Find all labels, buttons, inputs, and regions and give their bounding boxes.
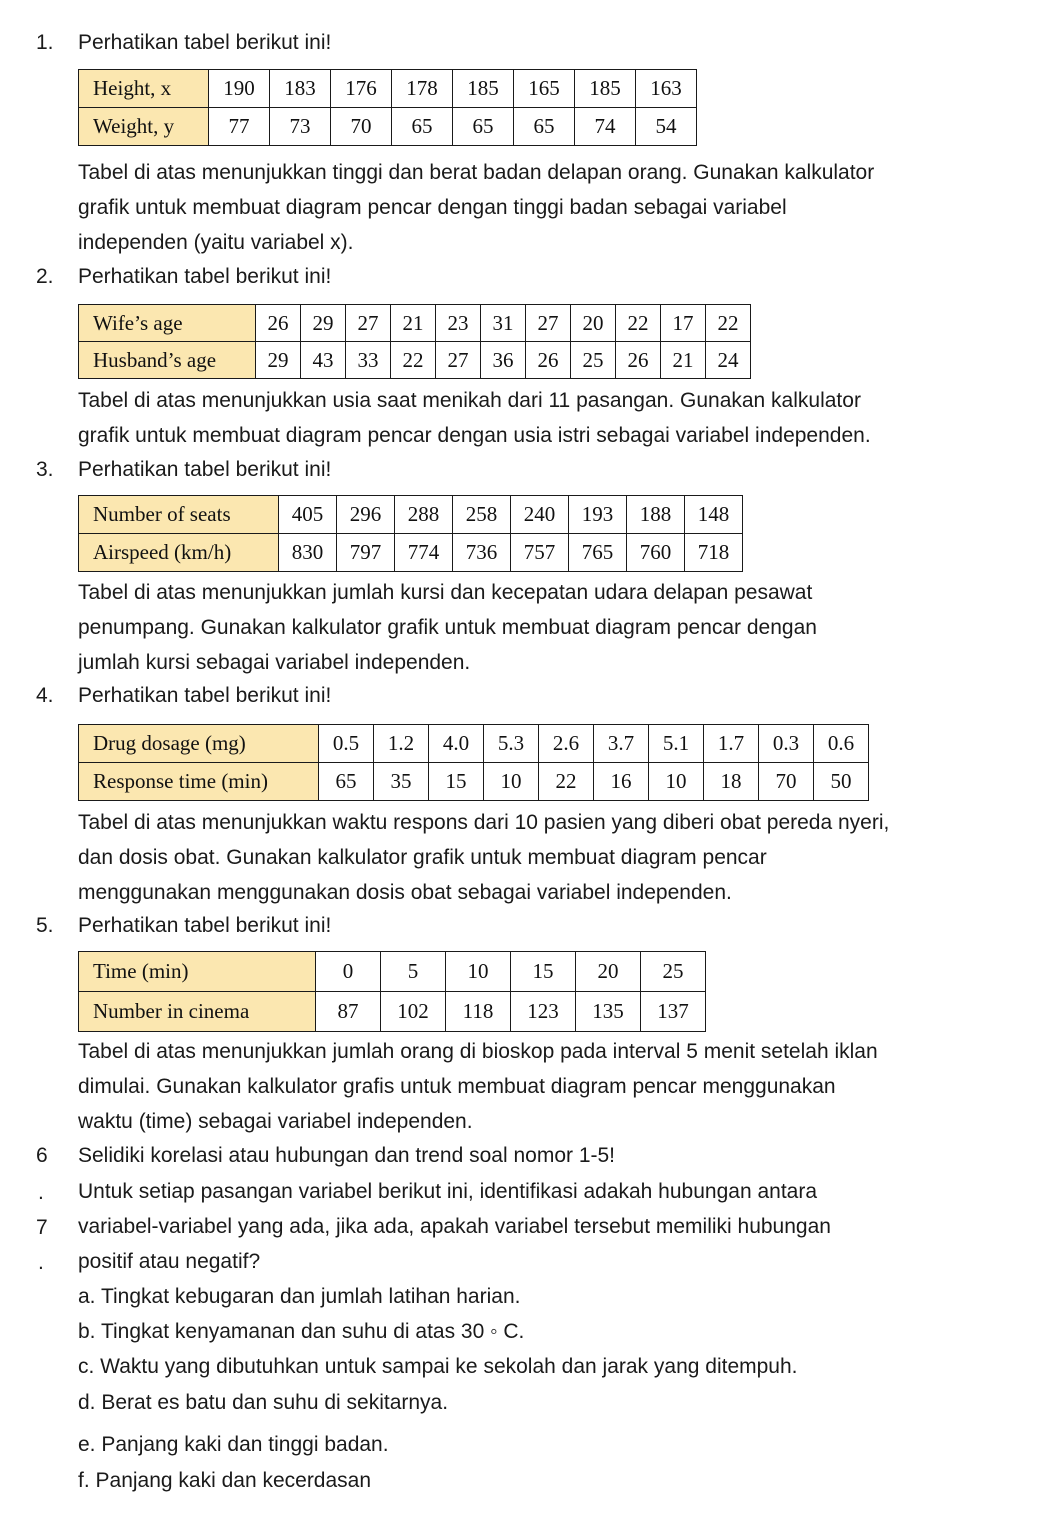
q2-cell: 26 — [256, 305, 301, 342]
q3-cell: 405 — [279, 496, 337, 534]
q7-line: variabel-variabel yang ada, jika ada, apakah variabel tersebut memiliki hubungan — [78, 1215, 831, 1238]
q2-cell: 22 — [391, 342, 436, 379]
q5-cell: 0 — [316, 952, 381, 992]
q4-number: 4. — [36, 684, 54, 707]
q4-cell: 5.1 — [649, 725, 704, 763]
q5-cell: 20 — [576, 952, 641, 992]
q1-title: Perhatikan tabel berikut ini! — [78, 31, 332, 54]
q1-cell: 190 — [209, 70, 270, 108]
q3-cell: 760 — [627, 534, 685, 572]
q4-cell: 1.7 — [704, 725, 759, 763]
q2-cell: 24 — [706, 342, 751, 379]
q4-cell: 16 — [594, 763, 649, 801]
q3-cell: 296 — [337, 496, 395, 534]
q2-table — [78, 304, 751, 379]
q1-table-row-weight — [79, 108, 697, 146]
q5-line: dimulai. Gunakan kalkulator grafis untuk membuat diagram pencar menggunakan — [78, 1075, 836, 1098]
q2-cell: 29 — [301, 305, 346, 342]
q2-cell: 27 — [526, 305, 571, 342]
q5-number: 5. — [36, 914, 54, 937]
q1-cell: 185 — [453, 70, 514, 108]
q7-item-d: d. Berat es batu dan suhu di sekitarnya. — [78, 1391, 449, 1414]
q4-cell: 4.0 — [429, 725, 484, 763]
q3-cell: 757 — [511, 534, 569, 572]
q7-dot-bottom: . — [38, 1251, 44, 1274]
q3-cell: 736 — [453, 534, 511, 572]
q4-cell: 15 — [429, 763, 484, 801]
q3-cell: 797 — [337, 534, 395, 572]
q3-cell: 148 — [685, 496, 743, 534]
q2-cell: 29 — [256, 342, 301, 379]
q4-table — [78, 724, 869, 801]
q4-line: menggunakan menggunakan dosis obat sebagai variabel independen. — [78, 881, 732, 904]
q4-table-row-response — [79, 763, 869, 801]
q4-cell: 35 — [374, 763, 429, 801]
q3-cell: 765 — [569, 534, 627, 572]
q1-row2-label: Weight, y — [79, 108, 209, 146]
q5-table — [78, 951, 706, 1032]
q2-row1-label: Wife’s age — [79, 305, 256, 342]
q5-cell: 123 — [511, 992, 576, 1032]
q2-cell: 27 — [436, 342, 481, 379]
q6-text: Selidiki korelasi atau hubungan dan trend soal nomor 1-5! — [78, 1144, 616, 1167]
q4-cell: 18 — [704, 763, 759, 801]
q4-row2-label: Response time (min) — [79, 763, 319, 801]
q1-line: independen (yaitu variabel x). — [78, 231, 354, 254]
q1-cell: 65 — [392, 108, 453, 146]
q1-cell: 74 — [575, 108, 636, 146]
q4-cell: 0.6 — [814, 725, 869, 763]
q1-table — [78, 69, 697, 146]
q1-cell: 54 — [636, 108, 697, 146]
q5-line: Tabel di atas menunjukkan jumlah orang di bioskop pada interval 5 menit setelah iklan — [78, 1040, 878, 1063]
q4-cell: 1.2 — [374, 725, 429, 763]
q1-line: grafik untuk membuat diagram pencar dengan tinggi badan sebagai variabel — [78, 196, 787, 219]
q2-cell: 20 — [571, 305, 616, 342]
q2-table-row-husband — [79, 342, 751, 379]
q5-cell: 102 — [381, 992, 446, 1032]
q3-line: jumlah kursi sebagai variabel independen. — [78, 651, 471, 674]
q4-title: Perhatikan tabel berikut ini! — [78, 684, 332, 707]
q1-cell: 185 — [575, 70, 636, 108]
q4-description — [78, 805, 1038, 910]
q7-item-e: e. Panjang kaki dan tinggi badan. — [78, 1433, 389, 1456]
q4-cell: 10 — [484, 763, 539, 801]
q5-description — [78, 1034, 1038, 1139]
q5-cell: 137 — [641, 992, 706, 1032]
q5-row2-label: Number in cinema — [79, 992, 316, 1032]
q1-cell: 163 — [636, 70, 697, 108]
q7-number: 7 — [36, 1216, 48, 1239]
q4-cell: 0.5 — [319, 725, 374, 763]
q4-line: dan dosis obat. Gunakan kalkulator grafik untuk membuat diagram pencar — [78, 846, 767, 869]
q3-cell: 240 — [511, 496, 569, 534]
q3-description — [78, 575, 1038, 680]
q2-row2-label: Husband’s age — [79, 342, 256, 379]
q5-row1-label: Time (min) — [79, 952, 316, 992]
q4-cell: 22 — [539, 763, 594, 801]
q1-cell: 176 — [331, 70, 392, 108]
q5-table-row-time — [79, 952, 706, 992]
q5-cell: 10 — [446, 952, 511, 992]
q4-cell: 5.3 — [484, 725, 539, 763]
q4-cell: 65 — [319, 763, 374, 801]
q7-line: Untuk setiap pasangan variabel berikut ini, identifikasi adakah hubungan antara — [78, 1180, 817, 1203]
q5-line: waktu (time) sebagai variabel independen. — [78, 1110, 473, 1133]
q1-cell: 178 — [392, 70, 453, 108]
q1-table-row-height — [79, 70, 697, 108]
q1-row1-label: Height, x — [79, 70, 209, 108]
q4-cell: 10 — [649, 763, 704, 801]
q1-description — [78, 155, 1038, 260]
q2-number: 2. — [36, 265, 54, 288]
q2-cell: 17 — [661, 305, 706, 342]
q3-table-row-airspeed — [79, 534, 743, 572]
q1-cell: 183 — [270, 70, 331, 108]
q2-line: Tabel di atas menunjukkan usia saat menikah dari 11 pasangan. Gunakan kalkulator — [78, 389, 861, 412]
q2-cell: 26 — [526, 342, 571, 379]
q6-number: 6 — [36, 1144, 48, 1167]
q3-cell: 830 — [279, 534, 337, 572]
q5-cell: 25 — [641, 952, 706, 992]
q5-cell: 135 — [576, 992, 641, 1032]
q2-cell: 25 — [571, 342, 616, 379]
q2-line: grafik untuk membuat diagram pencar dengan usia istri sebagai variabel independen. — [78, 424, 871, 447]
q5-cell: 118 — [446, 992, 511, 1032]
q3-cell: 258 — [453, 496, 511, 534]
q3-line: penumpang. Gunakan kalkulator grafik untuk membuat diagram pencar dengan — [78, 616, 817, 639]
q2-cell: 31 — [481, 305, 526, 342]
q1-cell: 165 — [514, 70, 575, 108]
q7-dot-top: . — [38, 1181, 44, 1204]
q2-cell: 36 — [481, 342, 526, 379]
q2-cell: 22 — [706, 305, 751, 342]
q5-cell: 15 — [511, 952, 576, 992]
q4-cell: 2.6 — [539, 725, 594, 763]
q4-line: Tabel di atas menunjukkan waktu respons dari 10 pasien yang diberi obat pereda nyeri, — [78, 811, 890, 834]
q4-row1-label: Drug dosage (mg) — [79, 725, 319, 763]
q4-cell: 3.7 — [594, 725, 649, 763]
q4-table-row-dosage — [79, 725, 869, 763]
q1-cell: 70 — [331, 108, 392, 146]
q7-item-b: b. Tingkat kenyamanan dan suhu di atas 30 ◦ C. — [78, 1320, 525, 1343]
q3-cell: 718 — [685, 534, 743, 572]
q7-item-a: a. Tingkat kebugaran dan jumlah latihan harian. — [78, 1285, 521, 1308]
q2-description — [78, 383, 1038, 453]
q2-title: Perhatikan tabel berikut ini! — [78, 265, 332, 288]
q5-cell: 87 — [316, 992, 381, 1032]
q7-item-f: f. Panjang kaki dan kecerdasan — [78, 1469, 372, 1492]
q5-cell: 5 — [381, 952, 446, 992]
q3-title: Perhatikan tabel berikut ini! — [78, 458, 332, 481]
q2-cell: 26 — [616, 342, 661, 379]
q3-table — [78, 495, 743, 572]
q2-cell: 23 — [436, 305, 481, 342]
q3-cell: 288 — [395, 496, 453, 534]
q3-cell: 188 — [627, 496, 685, 534]
q3-line: Tabel di atas menunjukkan jumlah kursi dan kecepatan udara delapan pesawat — [78, 581, 813, 604]
q3-number: 3. — [36, 458, 54, 481]
q1-cell: 65 — [453, 108, 514, 146]
q1-cell: 73 — [270, 108, 331, 146]
q1-line: Tabel di atas menunjukkan tinggi dan berat badan delapan orang. Gunakan kalkulator — [78, 161, 875, 184]
q2-cell: 21 — [391, 305, 436, 342]
q3-cell: 193 — [569, 496, 627, 534]
q3-cell: 774 — [395, 534, 453, 572]
q7-item-c: c. Waktu yang dibutuhkan untuk sampai ke sekolah dan jarak yang ditempuh. — [78, 1355, 798, 1378]
q4-cell: 70 — [759, 763, 814, 801]
q3-row1-label: Number of seats — [79, 496, 279, 534]
q1-cell: 65 — [514, 108, 575, 146]
q3-row2-label: Airspeed (km/h) — [79, 534, 279, 572]
q2-table-row-wife — [79, 305, 751, 342]
q7-line: positif atau negatif? — [78, 1250, 261, 1273]
q2-cell: 43 — [301, 342, 346, 379]
q2-cell: 21 — [661, 342, 706, 379]
q2-cell: 22 — [616, 305, 661, 342]
q1-number: 1. — [36, 31, 54, 54]
q5-table-row-cinema — [79, 992, 706, 1032]
q2-cell: 27 — [346, 305, 391, 342]
q4-cell: 0.3 — [759, 725, 814, 763]
q1-cell: 77 — [209, 108, 270, 146]
q4-cell: 50 — [814, 763, 869, 801]
q5-title: Perhatikan tabel berikut ini! — [78, 914, 332, 937]
q7-description — [78, 1174, 1038, 1279]
q2-cell: 33 — [346, 342, 391, 379]
q3-table-row-seats — [79, 496, 743, 534]
